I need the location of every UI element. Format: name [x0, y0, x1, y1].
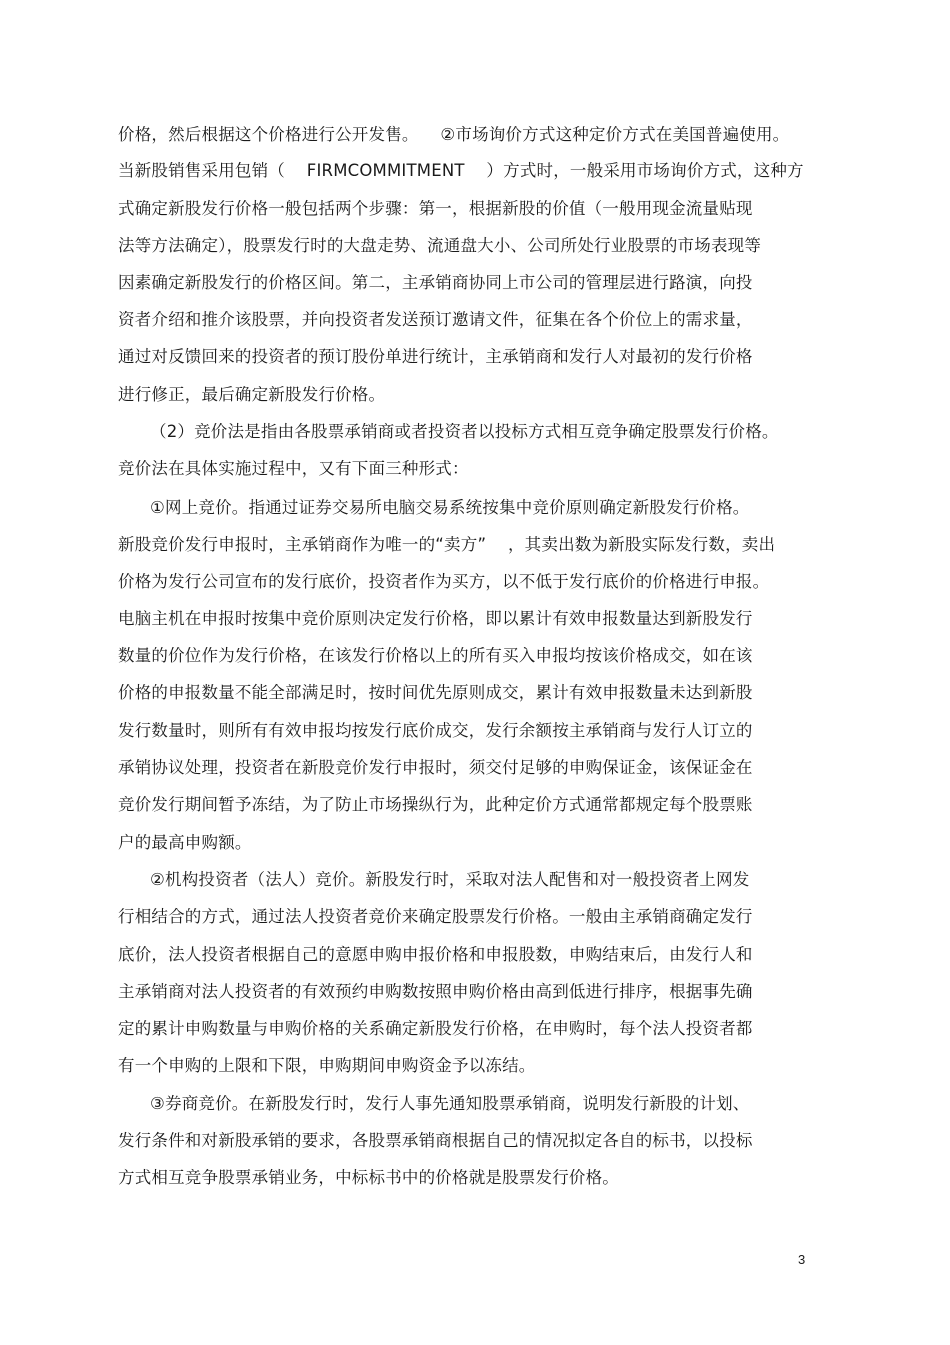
text-line: 竞价发行期间暂予冻结，为了防止市场操纵行为，此种定价方式通常都规定每个股票账 — [118, 795, 753, 814]
text-line: 发行数量时，则所有有效申报均按发行底价成交，发行余额按主承销商与发行人订立的 — [118, 721, 753, 740]
text-line: 方式相互竞争股票承销业务，中标标书中的价格就是股票发行价格。 — [118, 1168, 619, 1187]
text-line: 因素确定新股发行的价格区间。第二，主承销商协同上市公司的管理层进行路演，向投 — [118, 273, 753, 292]
text-line: 底价，法人投资者根据自己的意愿申购申报价格和申报股数，申购结束后，由发行人和 — [118, 945, 753, 964]
text-line: 电脑主机在申报时按集中竞价原则决定发行价格，即以累计有效申报数量达到新股发行 — [118, 609, 753, 628]
text-line: 承销协议处理，投资者在新股竞价发行申报时，须交付足够的申购保证金，该保证金在 — [118, 758, 753, 777]
text-line: 定的累计申购数量与申购价格的关系确定新股发行价格，在申购时，每个法人投资者都 — [118, 1019, 753, 1038]
text-line: 行相结合的方式，通过法人投资者竞价来确定股票发行价格。一般由主承销商确定发行 — [118, 907, 753, 926]
text-line: 新股竞价发行申报时，主承销商作为唯一的“卖方” ，其卖出数为新股实际发行数，卖出 — [118, 535, 776, 554]
text-line: 式确定新股发行价格一般包括两个步骤：第一，根据新股的价值（一般用现金流量贴现 — [118, 199, 753, 218]
text-line: 价格的申报数量不能全部满足时，按时间优先原则成交，累计有效申报数量未达到新股 — [118, 683, 753, 702]
text-line: 进行修正，最后确定新股发行价格。 — [118, 385, 386, 404]
text-line: 当新股销售采用包销（ FIRMCOMMITMENT ）方式时，一般采用市场询价方式，这种方 — [118, 161, 804, 180]
text-line: （2）竞价法是指由各股票承销商或者投资者以投标方式相互竞争确定股票发行价格。 — [150, 422, 779, 441]
text-line: 法等方法确定），股票发行时的大盘走势、流通盘大小、公司所处行业股票的市场表现等 — [118, 236, 762, 255]
text-line: ③券商竞价。在新股发行时，发行人事先通知股票承销商，说明发行新股的计划、 — [150, 1094, 750, 1113]
page-number: 3 — [798, 1252, 806, 1267]
text-line: 发行条件和对新股承销的要求，各股票承销商根据自己的情况拟定各自的标书，以投标 — [118, 1131, 753, 1150]
text-line: 数量的价位作为发行价格，在该发行价格以上的所有买入申报均按该价格成交，如在该 — [118, 646, 753, 665]
text-line: 通过对反馈回来的投资者的预订股份单进行统计，主承销商和发行人对最初的发行价格 — [118, 347, 753, 366]
text-line: 价格，然后根据这个价格进行公开发售。 ②市场询价方式这种定价方式在美国普遍使用。 — [118, 125, 790, 144]
text-line: 户的最高申购额。 — [118, 833, 252, 852]
text-line: 竞价法在具体实施过程中，又有下面三种形式： — [118, 459, 469, 478]
text-line: 资者介绍和推介该股票，并向投资者发送预订邀请文件，征集在各个价位上的需求量， — [118, 310, 753, 329]
text-line: ②机构投资者（法人）竞价。新股发行时，采取对法人配售和对一般投资者上网发 — [150, 870, 750, 889]
text-line: ①网上竞价。指通过证券交易所电脑交易系统按集中竞价原则确定新股发行价格。 — [150, 498, 750, 517]
text-line: 价格为发行公司宣布的发行底价，投资者作为买方，以不低于发行底价的价格进行申报。 — [118, 572, 770, 591]
text-line: 主承销商对法人投资者的有效预约申购数按照申购价格由高到低进行排序，根据事先确 — [118, 982, 753, 1001]
text-line: 有一个申购的上限和下限，申购期间申购资金予以冻结。 — [118, 1056, 536, 1075]
